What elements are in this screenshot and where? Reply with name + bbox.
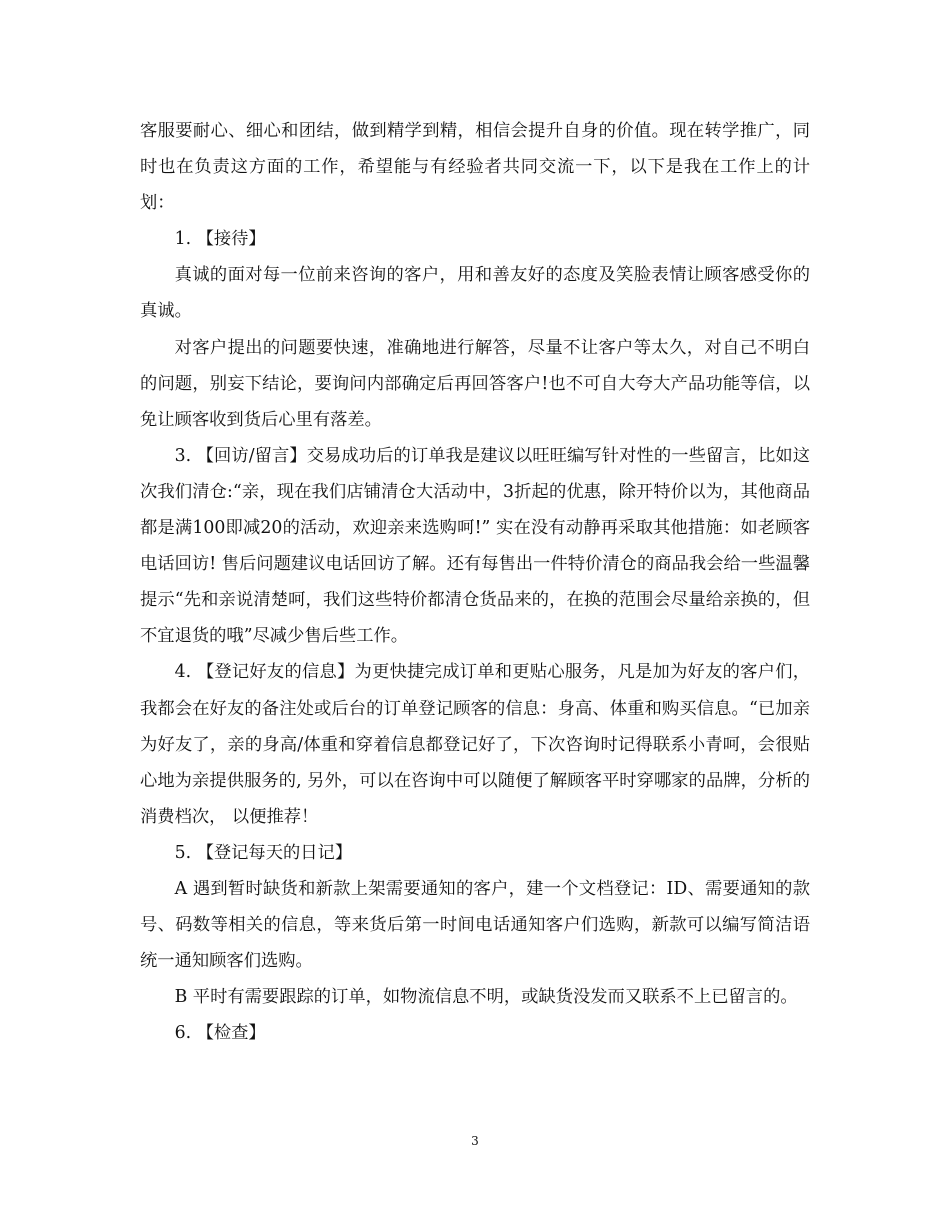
section-heading: 5. 【登记每天的日记】 [174, 842, 353, 863]
paragraph: 4. 【登记好友的信息】为更快捷完成订单和更贴心服务，凡是加为好友的客户们，我都会在好友的备注处或后台的订单登记顾客的信息：身高、体重和购买信息。“已加亲为好友了，亲的身高/体重和穿着信息都登记好了，下次咨询时记得联系小青呵，会很贴心地为亲提供服务的, 另外，可以在咨询中可以随便了解顾客平时穿哪家的品牌，分析的消费档次， 以便推荐！ [140, 662, 810, 827]
page-number: 3 [471, 1134, 479, 1148]
section-heading: 1. 【接待】 [174, 229, 266, 250]
body-text [140, 113, 810, 1051]
section-heading: 6. 【检查】 [174, 1023, 266, 1044]
paragraph: 真诚的面对每一位前来咨询的客户，用和善友好的态度及笑脸表情让顾客感受你的真诚。 [140, 265, 810, 322]
paragraph: B 平时有需要跟踪的订单，如物流信息不明，或缺货没发而又联系不上已留言的。 [174, 987, 798, 1008]
paragraph: 3. 【回访/留言】交易成功后的订单我是建议以旺旺编写针对性的一些留言，比如这次我们清仓:“亲，现在我们店铺清仓大活动中，3折起的优惠，除开特价以为，其他商品都是满100即减20的活动，欢迎亲来选购呵!” 实在没有动静再采取其他措施：如老顾客电话回访! 售后问题建议电话回访了解。还有每售出一件特价清仓的商品我会给一些温馨提示“先和亲说清楚呵，我们这些特价都清仓货品来的，在换的范围会尽量给亲换的，但不宜退货的哦”尽减少售后些工作。 [140, 445, 810, 647]
paragraph: A 遇到暂时缺货和新款上架需要通知的客户，建一个文档登记：ID、需要通知的款号、码数等相关的信息，等来货后第一时间电话通知客户们选购，新款可以编写简洁语统一通知顾客们选购。 [140, 878, 810, 972]
paragraph: 对客户提出的问题要快速，准确地进行解答，尽量不让客户等太久，对自己不明白的问题，别妄下结论，要询问内部确定后再回答客户!也不可自大夸大产品功能等信，以免让顾客收到货后心里有落差。 [140, 337, 810, 430]
paragraph: 客服要耐心、细心和团结，做到精学到精，相信会提升自身的价值。现在转学推广，同时也在负责这方面的工作，希望能与有经验者共同交流一下，以下是我在工作上的计划： [140, 121, 810, 214]
